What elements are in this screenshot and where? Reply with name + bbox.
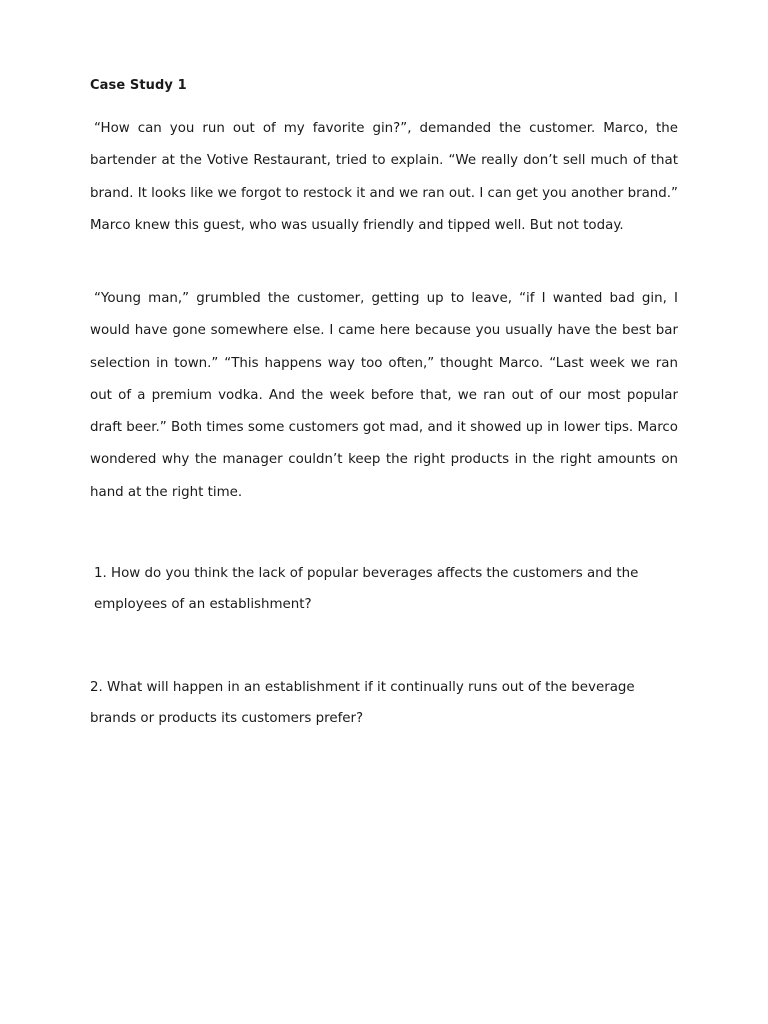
case-study-heading: Case Study 1 bbox=[90, 78, 187, 93]
question-1: 1. How do you think the lack of popular beverages affects the customers and the employees of an establishment? bbox=[94, 566, 639, 612]
case-paragraph-1: “How can you run out of my favorite gin?”, demanded the customer. Marco, the bartender at the Votive Restaurant, tried to explain. “We really don’t sell much of that brand. It looks like we forgot to restock it and we ran out. I can get you another brand.” Marco knew this guest, who was usually friendly and tipped well. But not today. bbox=[90, 121, 678, 233]
case-paragraph-2: “Young man,” grumbled the customer, getting up to leave, “if I wanted bad gin, I would have gone somewhere else. I came here because you usually have the best bar selection in town.” “This happens way too often,” thought Marco. “Last week we ran out of a premium vodka. And the week before that, we ran out of our most popular draft beer.” Both times some customers got mad, and it showed up in lower tips. Marco wondered why the manager couldn’t keep the right products in the right amounts on hand at the right time. bbox=[90, 291, 678, 500]
question-2: 2. What will happen in an establishment if it continually runs out of the beverage brands or products its customers prefer? bbox=[90, 680, 635, 726]
